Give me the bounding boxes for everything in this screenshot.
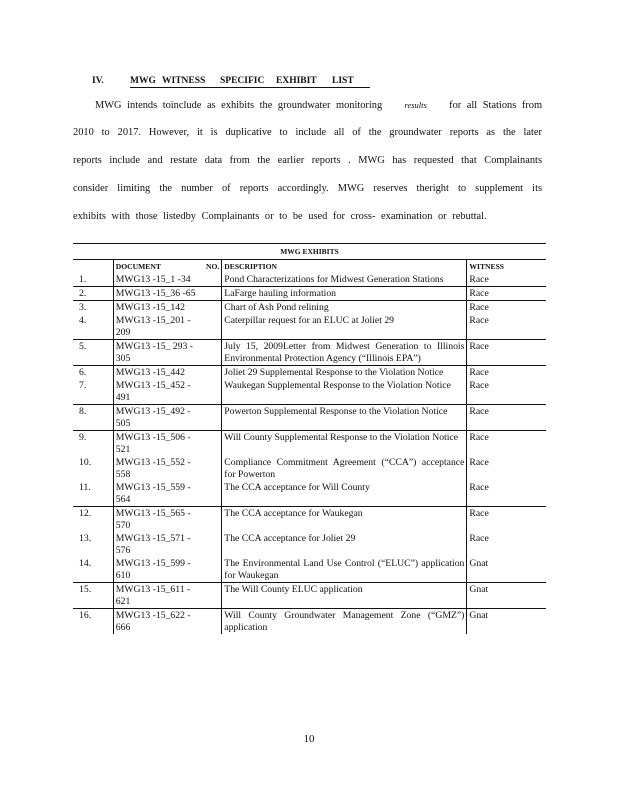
row-number: 12. (73, 507, 113, 533)
document-range: MWG13 -15_559 - (115, 482, 191, 493)
row-description: Will County Groundwater Management Zone (“GMZ”) application (222, 609, 467, 635)
paragraph-line: MWG intends toinclude as exhibits the groundwater monitoring results for all Stations from (95, 100, 543, 111)
exhibits-table (73, 243, 546, 634)
table-caption: MWG EXHIBITS (73, 244, 546, 260)
row-description: The CCA acceptance for Will County (222, 481, 467, 507)
row-description: Will County Supplemental Response to the Violation Notice (222, 431, 467, 457)
row-witness: Race (467, 379, 546, 405)
row-description: LaFarge hauling information (222, 287, 467, 301)
row-number: 2. (73, 287, 113, 301)
table-row (73, 583, 546, 609)
table-row (73, 405, 546, 431)
document-range: MWG13 -15_506 - (115, 432, 191, 443)
row-description: Compliance Commitment Agreement (“CCA”) acceptance for Powerton (222, 456, 467, 481)
row-document (113, 456, 222, 481)
document-range: MWG13 -15_611 - (115, 584, 191, 595)
row-witness: Gnat (467, 557, 546, 583)
row-number: 7. (79, 380, 87, 391)
row-description: Joliet 29 Supplemental Response to the Violation Notice (222, 366, 467, 380)
row-document (113, 340, 222, 366)
paragraph-line: exhibits with those listedby Complainants or to be used for cross- examination or rebuttal. (73, 211, 487, 222)
row-document (113, 557, 222, 583)
row-witness: Race (467, 431, 546, 457)
row-witness: Gnat (467, 609, 546, 635)
document-range-end: 621 (115, 596, 131, 607)
row-witness: Race (467, 405, 546, 431)
table-row (73, 340, 546, 366)
table-caption-row (73, 244, 546, 260)
row-document (113, 609, 222, 635)
document-range: MWG13 -15_552 - (115, 457, 191, 468)
row-witness: Race (467, 481, 546, 507)
row-description: The CCA acceptance for Waukegan (222, 507, 467, 533)
row-witness: Race (467, 507, 546, 533)
row-number: 10. (79, 457, 92, 468)
row-description: Powerton Supplemental Response to the Violation Notice (222, 405, 467, 431)
header-no: NO. (205, 262, 220, 271)
document-range-end: 666 (115, 622, 131, 633)
document-range: MWG13 -15_201 - (115, 315, 191, 326)
header-document: DOCUMENT (115, 262, 161, 271)
row-description: The CCA acceptance for Joliet 29 (222, 532, 467, 557)
document-range: MWG13 -15_36 -65 (115, 288, 196, 299)
row-description: July 15, 2009Letter from Midwest Generation to Illinois Environmental Protection Agency (“Illinois EPA”) (222, 340, 467, 366)
row-witness: Race (467, 340, 546, 366)
row-witness: Race (467, 301, 546, 315)
document-range-end: 610 (115, 570, 131, 581)
document-range: MWG13 -15_1 -34 (115, 274, 191, 285)
table-row (73, 366, 546, 380)
header-witness: WITNESS (467, 260, 546, 274)
table-header-row (73, 260, 546, 274)
row-witness: Race (467, 532, 546, 557)
row-witness: Race (467, 314, 546, 340)
document-range: MWG13 -15_492 - (115, 406, 191, 417)
row-witness: Race (467, 366, 546, 380)
document-range: MWG13 -15_442 (115, 367, 185, 378)
row-witness: Race (467, 287, 546, 301)
section-heading (92, 76, 370, 88)
row-description: The Will County ELUC application (222, 583, 467, 609)
row-document (113, 379, 222, 405)
row-number: 5. (73, 340, 113, 366)
row-description: Chart of Ash Pond relining (222, 301, 467, 315)
document-range: MWG13 -15_565 - (115, 508, 191, 519)
paragraph-line: consider limiting the number of reports accordingly. MWG reserves theright to supplement its (73, 183, 542, 194)
document-range-end: 521 (115, 444, 131, 455)
row-number: 16. (73, 609, 113, 635)
document-range: MWG13 -15_599 - (115, 558, 191, 569)
table-row (73, 609, 546, 635)
row-description: The Environmental Land Use Control (“ELUC”) application for Waukegan (222, 557, 467, 583)
document-range-end: 491 (115, 392, 131, 403)
table-row (73, 287, 546, 301)
row-document (113, 314, 222, 340)
section-number: IV. (92, 76, 104, 86)
row-description: Caterpillar request for an ELUC at Joliet 29 (222, 314, 467, 340)
body-paragraph (73, 91, 542, 231)
document-range-end: 505 (115, 418, 131, 429)
italic-word: results (404, 100, 427, 110)
document-range: MWG13 -15_452 - (115, 380, 191, 391)
document-range-end: 209 (115, 327, 131, 338)
row-number: 3. (73, 301, 113, 315)
paragraph-line: reports include and restate data from the earlier reports . MWG has requested that Complainants (73, 155, 542, 166)
table-row (73, 273, 546, 287)
table-row (73, 456, 546, 481)
row-number: 9. (73, 431, 113, 457)
row-document (113, 532, 222, 557)
row-witness: Race (467, 456, 546, 481)
row-document (113, 287, 222, 301)
header-description: DESCRIPTION (222, 260, 467, 274)
row-number: 11. (79, 482, 91, 493)
row-description: Waukegan Supplemental Response to the Violation Notice (222, 379, 467, 405)
table-row (73, 507, 546, 533)
page-number: 10 (303, 733, 315, 745)
document-range-end: 576 (115, 545, 131, 556)
section-title: MWG WITNESS SPECIFIC EXHIBIT LIST (130, 76, 370, 88)
row-document (113, 583, 222, 609)
row-document (113, 431, 222, 457)
row-description: Pond Characterizations for Midwest Generation Stations (222, 273, 467, 287)
row-document (113, 366, 222, 380)
row-number: 8. (73, 405, 113, 431)
table-row (73, 314, 546, 340)
row-number: 6. (73, 366, 113, 380)
document-range-end: 305 (115, 353, 131, 364)
document-range-end: 564 (115, 494, 131, 505)
row-document (113, 507, 222, 533)
row-number: 1. (79, 274, 87, 285)
document-range-end: 570 (115, 520, 131, 531)
document-range: MWG13 -15_571 - (115, 533, 191, 544)
paragraph-line: 2010 to 2017. However, it is duplicative to include all of the groundwater reports as the later (73, 127, 542, 138)
document-range-end: 558 (115, 469, 131, 480)
row-number: 15. (73, 583, 113, 609)
row-number: 4. (79, 315, 87, 326)
table-row (73, 301, 546, 315)
table-row (73, 557, 546, 583)
row-document (113, 301, 222, 315)
document-range: MWG13 -15_622 - (115, 610, 191, 621)
row-document (113, 481, 222, 507)
row-document (113, 273, 222, 287)
row-number: 14. (79, 558, 92, 569)
table-row (73, 431, 546, 457)
table-row (73, 532, 546, 557)
row-witness: Race (467, 273, 546, 287)
row-witness: Gnat (467, 583, 546, 609)
row-document (113, 405, 222, 431)
row-number: 13. (79, 533, 92, 544)
document-range: MWG13 -15_ 293 - (115, 341, 194, 352)
document-range: MWG13 -15_142 (115, 302, 185, 313)
table-row (73, 481, 546, 507)
table-row (73, 379, 546, 405)
